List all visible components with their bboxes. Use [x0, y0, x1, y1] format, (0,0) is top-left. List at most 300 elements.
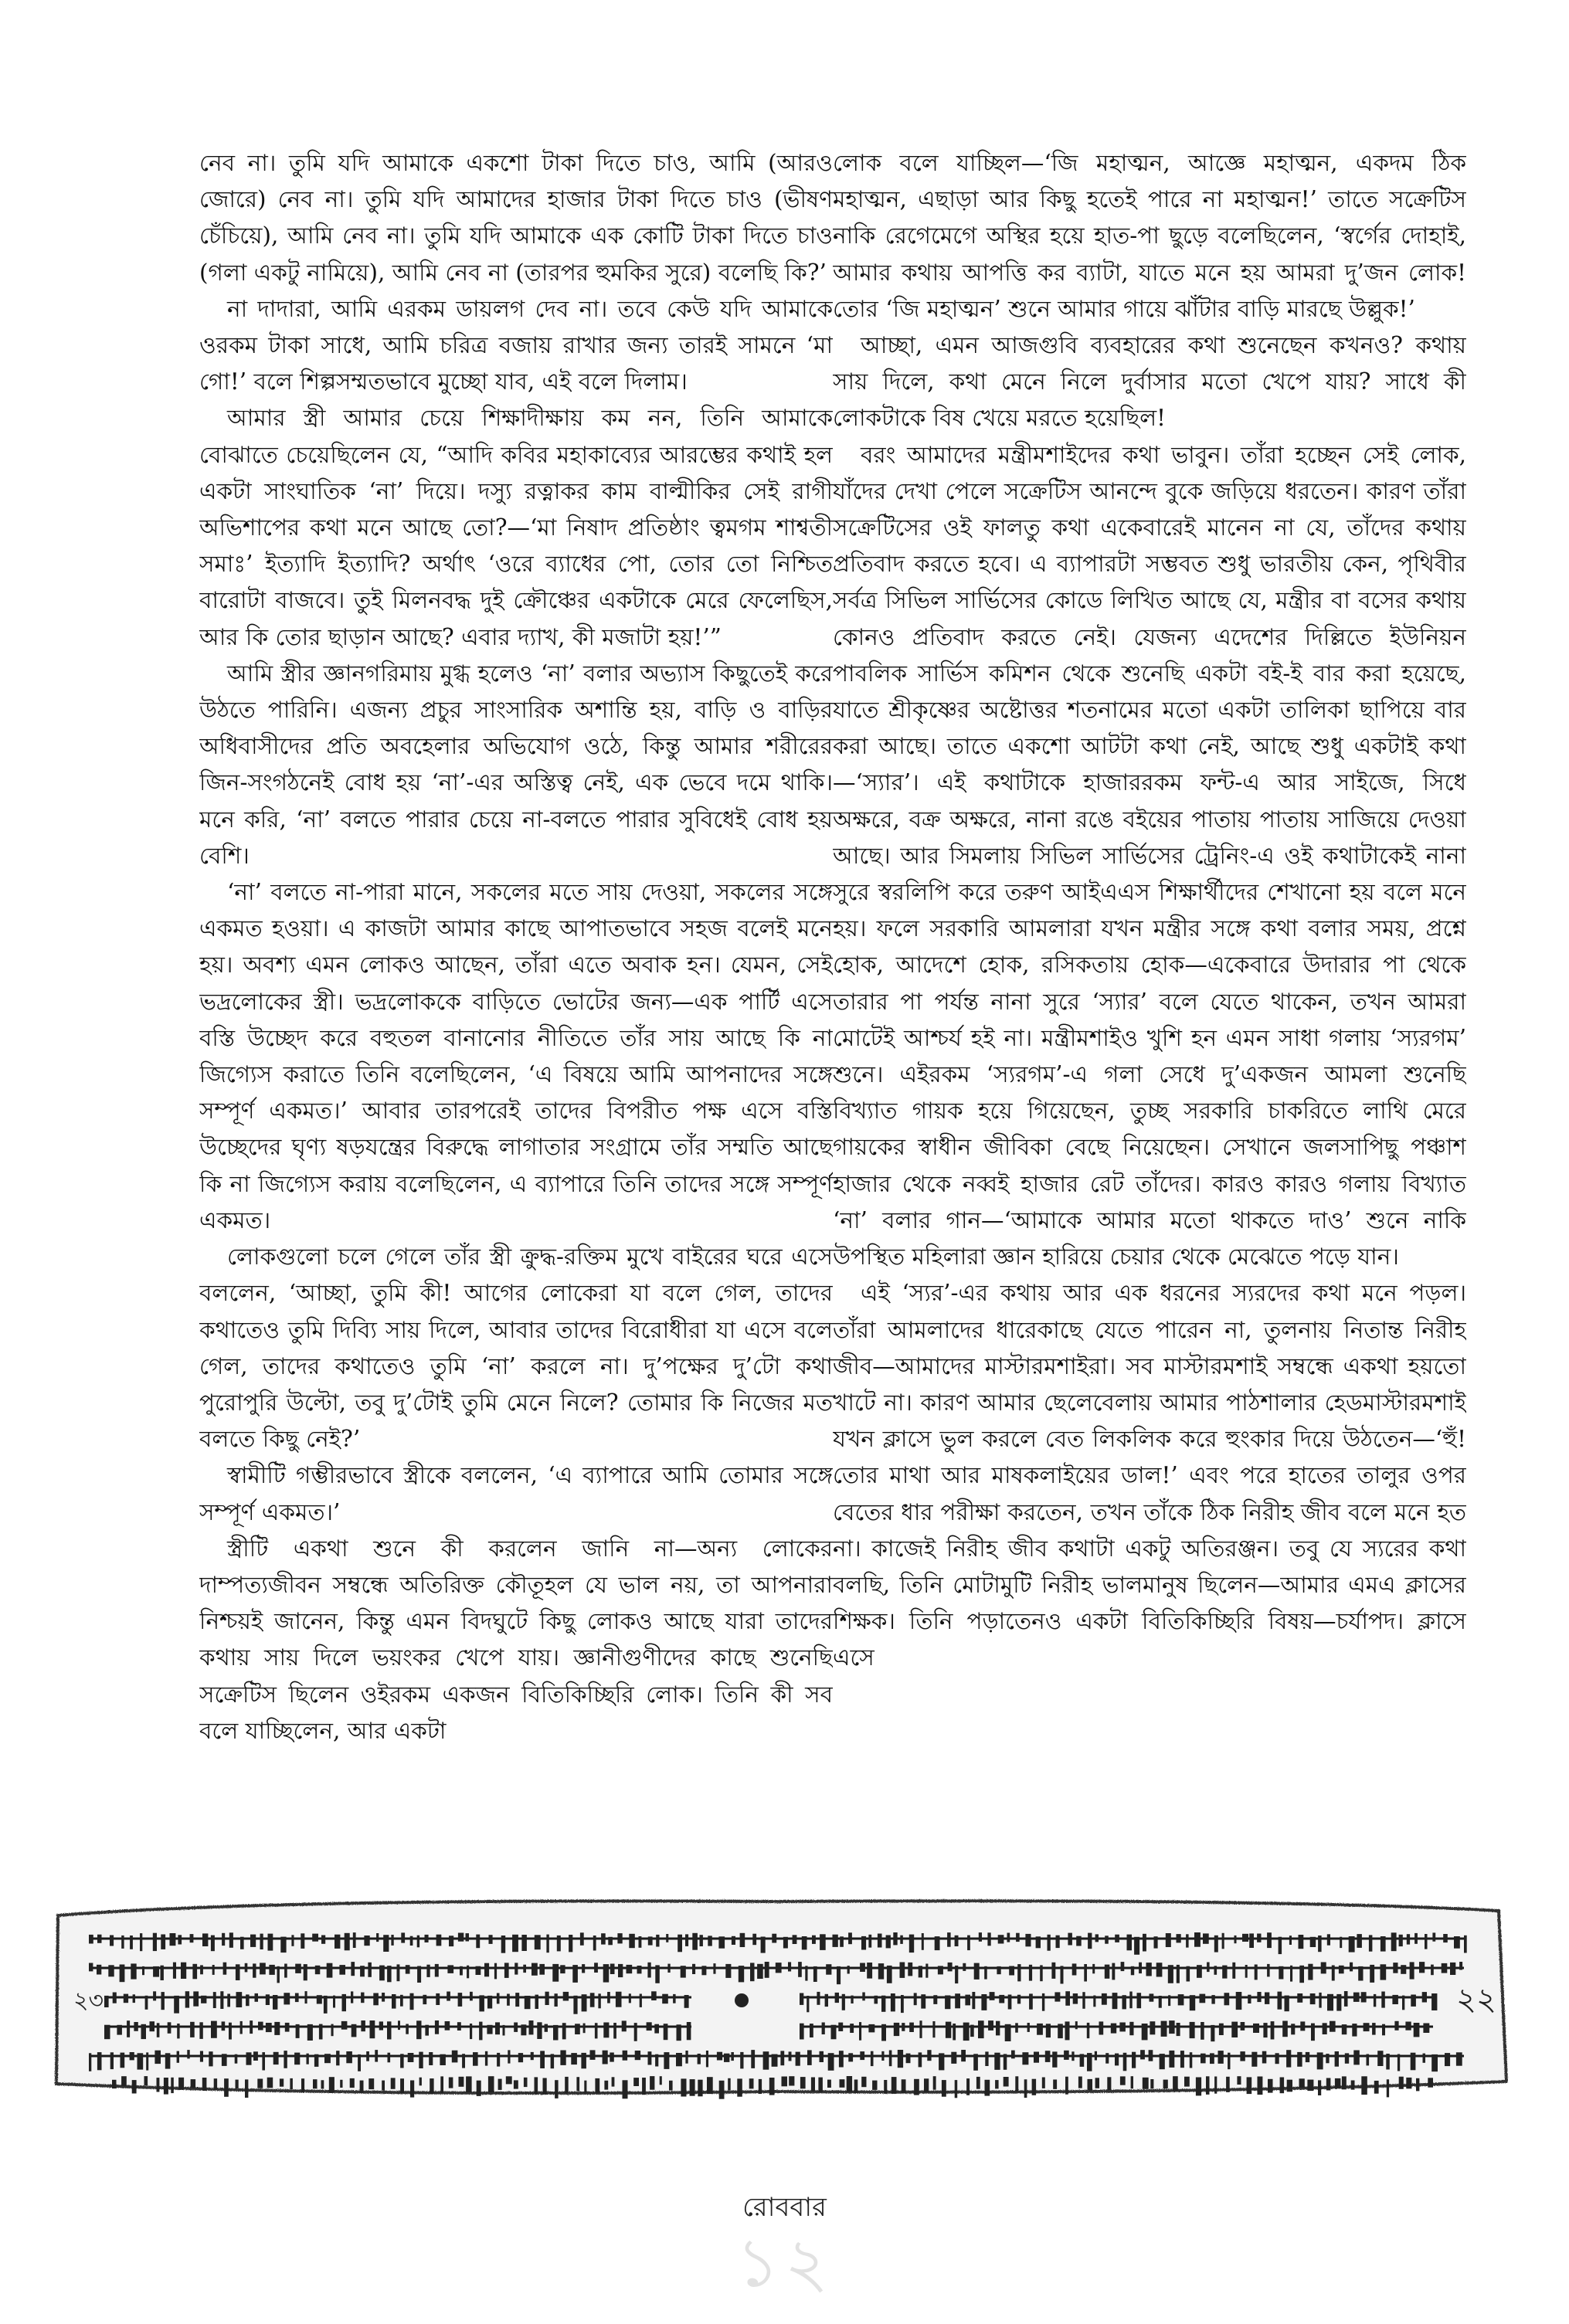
script-glyph [1036, 1936, 1041, 1948]
script-glyph [445, 2021, 450, 2031]
script-glyph [1024, 2079, 1027, 2098]
script-glyph [1350, 1963, 1353, 1972]
script-glyph [1419, 1962, 1425, 1973]
script-glyph [1150, 2021, 1155, 2034]
script-glyph [391, 2078, 396, 2088]
script-glyph [110, 1936, 114, 1946]
paragraph: ‘না’ বলতে না-পারা মানে, সকলের মতে সায় দেওয়া, সকলের সঙ্গে একমত হওয়া। এ কাজটা আমার কাছে আপাতভাবে সহজ বলেই মনে হয়। অবশ্য এমন লোকও আছেন, তাঁরা এতে অবাক হন। যেমন, সেই ভদ্রলোকের স্ত্রী। ভদ্রলোককে বাড়িতে ভোটের জন্য—এক পার্টি এসে বস্তি উচ্ছেদ করে বহুতল বানানোর নীতিতে তাঁর সায় আছে কি না জিগ্যেস করাতে তিনি বলেছিলেন, ‘এ বিষয়ে আমি আপনাদের সঙ্গে সম্পূর্ণ একমত।’ আবার তারপরেই তাদের বিপরীত পক্ষ এসে বস্তি উচ্ছেদের ঘৃণ্য ষড়যন্ত্রের বিরুদ্ধে লাগাতার সংগ্রামে তাঁর সম্মতি আছে কি না জিগ্যেস করায় বলেছিলেন, এ ব্যাপারে তিনি তাদের সঙ্গে সম্পূর্ণ একমত। [199, 879, 833, 1233]
script-glyph [700, 1935, 703, 1946]
script-glyph [117, 2025, 122, 2035]
script-glyph [1207, 1963, 1210, 1973]
script-glyph [1214, 1936, 1218, 1952]
script-glyph [860, 2051, 864, 2060]
script-glyph [782, 2077, 788, 2087]
script-glyph [919, 1966, 922, 1977]
script-glyph [1137, 1993, 1142, 2008]
script-glyph [1127, 1935, 1133, 1951]
script-glyph [487, 1996, 492, 2009]
script-glyph [666, 1934, 668, 1942]
script-glyph [800, 2024, 804, 2040]
script-glyph [515, 1993, 519, 2007]
script-glyph [955, 1966, 958, 1983]
script-glyph [113, 1993, 117, 2003]
script-glyph [479, 2022, 482, 2041]
script-glyph [1008, 1995, 1012, 2010]
script-glyph [181, 1963, 186, 1979]
script-glyph [622, 2020, 627, 2031]
script-glyph [350, 2078, 355, 2088]
script-glyph [851, 1996, 853, 2003]
script-glyph [494, 1963, 497, 1980]
script-glyph [161, 1935, 165, 1949]
script-glyph [498, 2079, 502, 2090]
script-glyph [996, 2021, 1000, 2036]
script-glyph [1082, 1992, 1085, 2009]
script-glyph [466, 1933, 470, 1941]
script-glyph [840, 2079, 845, 2088]
script-glyph [157, 2023, 160, 2037]
script-glyph [861, 1936, 866, 1950]
script-glyph [97, 1935, 102, 1943]
script-glyph [1450, 1963, 1455, 1975]
script-glyph [187, 2050, 189, 2058]
script-glyph [174, 1996, 179, 2014]
script-glyph [828, 2053, 834, 2071]
script-glyph [1278, 1992, 1282, 2010]
script-glyph [1423, 2024, 1429, 2034]
script-glyph [1249, 1933, 1254, 1948]
script-glyph [1442, 1963, 1448, 1973]
script-glyph [1015, 2023, 1018, 2032]
script-glyph [1297, 2052, 1302, 2067]
script-glyph [725, 1964, 731, 1978]
script-glyph [692, 1933, 698, 1950]
script-glyph [555, 1993, 558, 2007]
script-glyph [295, 1964, 301, 1973]
script-glyph [1308, 1964, 1313, 1980]
script-glyph [604, 2081, 608, 2090]
script-glyph [1134, 1937, 1139, 1955]
script-glyph [1414, 2023, 1420, 2037]
script-glyph [678, 1935, 682, 1952]
script-glyph [871, 2051, 874, 2066]
script-glyph [1177, 2023, 1180, 2036]
script-glyph [1004, 2077, 1009, 2087]
script-glyph [1005, 2024, 1011, 2041]
script-glyph [772, 1934, 776, 1943]
script-glyph [97, 1965, 101, 1975]
paragraph: লোকগুলো চলে গেলে তাঁর স্ত্রী ক্রুদ্ধ-রক্তিম মুখে বাইরের ঘরে এসে বললেন, ‘আচ্ছা, তুমি কী! আগের লোকেরা যা বলে গেল, তাদের কথাতেও তুমি দিব্যি সায় দিলে, আবার তাদের বিরোধীরা যা এসে বলে গেল, তাদের কথাতেও তুমি ‘না’ করলে না। দু’পক্ষের দু’টো কথা পুরোপুরি উল্টো, তবু দু’টোই তুমি মেনে নিলে? তোমার কি নিজের মত বলতে কিছু নেই?’ [199, 1243, 833, 1453]
script-glyph [1168, 1965, 1173, 1983]
script-glyph [965, 1995, 970, 2006]
script-glyph [1364, 2023, 1370, 2031]
script-glyph [1169, 2051, 1174, 2068]
script-glyph [847, 2076, 852, 2092]
script-glyph [740, 1933, 745, 1947]
script-glyph [595, 2078, 599, 2093]
script-glyph [752, 1934, 756, 1946]
script-glyph [988, 2020, 993, 2031]
script-glyph [168, 2022, 172, 2034]
script-glyph [1102, 1993, 1107, 2005]
script-glyph [295, 1993, 299, 2003]
script-glyph [997, 1966, 1000, 1974]
script-glyph [1068, 1933, 1072, 1946]
script-glyph [1139, 1963, 1142, 1973]
script-glyph [872, 2081, 877, 2090]
script-glyph [1456, 2052, 1462, 2065]
script-glyph [1392, 1995, 1398, 2004]
script-glyph [868, 1935, 871, 1948]
script-glyph [222, 2054, 227, 2066]
script-glyph [1190, 2022, 1195, 2038]
script-glyph [1053, 2080, 1057, 2089]
script-glyph [687, 2022, 691, 2040]
script-glyph [1257, 1992, 1261, 2002]
script-glyph [521, 2024, 526, 2035]
script-glyph [131, 1963, 136, 1979]
script-glyph [387, 2021, 392, 2039]
script-glyph [654, 2024, 659, 2034]
script-glyph [291, 1935, 294, 1946]
script-glyph [573, 1996, 577, 2014]
script-glyph [560, 1965, 565, 1973]
script-glyph [146, 2052, 148, 2070]
script-glyph [1402, 1996, 1404, 2010]
script-glyph [569, 1935, 572, 1952]
script-glyph [392, 1994, 396, 2009]
script-glyph [610, 2053, 614, 2062]
script-glyph [1190, 2052, 1193, 2068]
script-glyph [1196, 2078, 1201, 2096]
script-glyph [1263, 2023, 1267, 2037]
script-glyph [280, 2078, 284, 2086]
script-glyph [1326, 2078, 1331, 2091]
script-glyph [400, 2054, 404, 2068]
script-glyph [236, 2080, 239, 2089]
script-glyph [173, 1963, 176, 1979]
script-glyph [165, 2053, 171, 2068]
script-glyph [985, 2051, 988, 2066]
script-glyph [361, 1993, 364, 2003]
paragraph: স্বামীটি গম্ভীরভাবে স্ত্রীকে বললেন, ‘এ ব্যাপারে আমি তোমার সঙ্গে সম্পূর্ণ একমত।’ [199, 1462, 833, 1525]
script-glyph [1357, 1934, 1362, 1948]
script-glyph [1299, 1966, 1304, 1983]
script-glyph [1232, 1963, 1235, 1979]
script-glyph [484, 1963, 489, 1977]
script-glyph [618, 1964, 623, 1977]
script-glyph [1262, 2051, 1267, 2064]
script-glyph [280, 1937, 286, 1953]
manuscript-right-number: ২২ [1456, 1982, 1497, 2017]
script-glyph [769, 2078, 775, 2095]
script-glyph [142, 1966, 144, 1975]
script-glyph [924, 2078, 929, 2092]
script-glyph [1342, 2024, 1347, 2034]
script-glyph [1214, 1966, 1218, 1975]
script-glyph [1317, 2052, 1323, 2069]
script-glyph [224, 2078, 229, 2097]
manuscript-left-number: ২৩ [73, 1987, 104, 2014]
script-glyph [637, 1966, 642, 1973]
script-glyph [732, 1936, 735, 1945]
script-glyph [1422, 1992, 1427, 2002]
script-glyph [1040, 1965, 1043, 1981]
script-glyph [170, 1933, 176, 1946]
script-glyph [1423, 2054, 1426, 2063]
script-glyph [571, 2053, 577, 2064]
script-glyph [315, 1966, 321, 1974]
script-glyph [518, 2053, 523, 2062]
script-glyph [1075, 2021, 1078, 2029]
script-glyph [1123, 2053, 1127, 2071]
script-glyph [927, 2050, 931, 2061]
script-glyph [138, 2053, 144, 2069]
script-glyph [1367, 2054, 1370, 2066]
script-glyph [341, 2021, 348, 2030]
script-glyph [1143, 1934, 1146, 1952]
script-glyph [868, 2024, 874, 2033]
script-glyph [314, 2054, 319, 2067]
script-glyph [161, 1966, 164, 1980]
script-glyph [953, 2024, 956, 2041]
script-glyph [1160, 2054, 1165, 2069]
script-glyph [1291, 2024, 1295, 2034]
script-glyph [698, 2054, 701, 2064]
script-glyph [963, 2023, 970, 2041]
script-glyph [488, 2076, 494, 2092]
script-glyph [1280, 2078, 1285, 2094]
script-glyph [1105, 2053, 1109, 2064]
script-glyph [284, 2051, 287, 2068]
script-glyph [1017, 1995, 1021, 2004]
script-glyph [635, 2051, 640, 2060]
script-glyph [193, 1991, 199, 2006]
script-glyph [458, 1993, 463, 2007]
script-glyph [1310, 1993, 1316, 2004]
script-glyph [848, 1932, 852, 1944]
paragraph: আমি স্ত্রীর জ্ঞানগরিমায় মুগ্ধ হলেও ‘না’ বলার অভ্যাস কিছুতেই করে উঠতে পারিনি। এজন্য প্রচুর সাংসারিক অশান্তি হয়, বাড়ি ও বাড়ির অধিবাসীদের প্রতি অবহেলার অভিযোগ ওঠে, কিন্তু আমার শরীরের জিন-সংগঠনেই বোধ হয় ‘না’-এর অস্তিত্ব নেই, এক ভেবে দমে থাকি। মনে করি, ‘না’ বলতে পারার চেয়ে না-বলতে পারার সুবিধেই বোধ হয় বেশি। [199, 660, 833, 869]
script-glyph [651, 1991, 657, 2000]
script-glyph [1349, 1936, 1355, 1952]
script-glyph [1432, 1932, 1435, 1941]
script-glyph [1231, 2022, 1238, 2037]
script-glyph [750, 1963, 755, 1981]
script-glyph [582, 1994, 587, 2011]
script-glyph [410, 2081, 414, 2098]
script-glyph [974, 1963, 980, 1980]
script-glyph [1224, 1993, 1230, 2005]
script-glyph [379, 1966, 385, 1981]
script-glyph [512, 1935, 518, 1952]
script-glyph [886, 1936, 891, 1949]
script-glyph [906, 2054, 911, 2064]
script-glyph [842, 1994, 845, 2010]
script-glyph [1381, 1936, 1386, 1952]
script-glyph [376, 1933, 379, 1942]
script-glyph [1173, 2076, 1178, 2091]
script-glyph [919, 2020, 922, 2038]
script-glyph [447, 1965, 453, 1973]
script-glyph [1330, 2021, 1336, 2032]
paragraph: নেব না। তুমি যদি আমাকে একশো টাকা দিতে চাও, আমি (আরও জোরে) নেব না। তুমি যদি আমাদের হাজার টাকা দিতে চাও (ভীষণ চেঁচিয়ে), আমি নেব না। তুমি যদি আমাকে এক কোটি টাকা দিতে চাও (গলা একটু নামিয়ে), আমি নেব না (তারপর হুমকির সুরে) বলেছি কি?’ [199, 150, 833, 286]
script-glyph [1065, 2021, 1070, 2040]
script-glyph [673, 1994, 676, 2003]
script-glyph [1428, 2078, 1433, 2087]
script-glyph [546, 1935, 548, 1953]
script-glyph [1318, 1936, 1322, 1952]
script-glyph [253, 2051, 258, 2061]
script-glyph [211, 2021, 217, 2038]
script-glyph [408, 2053, 414, 2062]
script-glyph [1080, 2054, 1085, 2067]
script-glyph [110, 2052, 114, 2069]
script-glyph [1065, 2077, 1068, 2095]
script-glyph [531, 1963, 538, 1976]
script-glyph [497, 1993, 500, 2004]
script-glyph [89, 2053, 91, 2071]
script-glyph [1200, 1994, 1206, 2003]
script-glyph [718, 1936, 725, 1948]
script-glyph [1321, 1963, 1326, 1974]
script-glyph [1411, 2053, 1416, 2071]
script-glyph [1004, 2054, 1007, 2069]
script-glyph [1177, 1965, 1180, 1983]
script-glyph [1397, 2054, 1400, 2071]
script-glyph [796, 2052, 800, 2066]
script-glyph [1084, 1964, 1087, 1982]
script-glyph [1374, 1994, 1376, 2007]
script-glyph [551, 2054, 555, 2068]
script-glyph [1370, 1965, 1374, 1983]
script-glyph [1177, 1934, 1181, 1942]
script-glyph [818, 2078, 823, 2092]
script-glyph [1271, 2021, 1275, 2039]
script-glyph [860, 1963, 865, 1973]
script-glyph [89, 1935, 93, 1944]
script-glyph [1150, 1993, 1154, 2001]
script-glyph [120, 1965, 125, 1983]
script-glyph [388, 2053, 391, 2063]
script-glyph [1166, 1933, 1171, 1947]
script-glyph [1414, 1933, 1418, 1944]
script-glyph [1054, 1992, 1060, 2001]
script-glyph [104, 2025, 110, 2040]
script-glyph [955, 1993, 960, 2008]
script-glyph [1045, 2051, 1051, 2062]
script-glyph [963, 1963, 966, 1971]
script-glyph [305, 1991, 307, 2003]
script-glyph [1387, 2079, 1389, 2097]
script-glyph [335, 1935, 340, 1949]
script-glyph [1236, 1992, 1242, 2010]
script-glyph [1289, 1936, 1292, 1945]
script-glyph [1431, 1993, 1437, 2010]
script-glyph [1168, 1995, 1170, 2006]
script-glyph [1332, 1966, 1335, 1981]
script-glyph [425, 2025, 429, 2036]
script-glyph [1386, 2054, 1390, 2070]
script-glyph [121, 1936, 124, 1949]
script-glyph [881, 1996, 885, 2012]
script-glyph [1344, 1991, 1348, 2007]
script-glyph [945, 1996, 950, 2010]
script-glyph [331, 2024, 334, 2037]
script-glyph [342, 1994, 347, 2011]
script-glyph [1032, 2079, 1037, 2095]
script-glyph [664, 2024, 668, 2040]
script-glyph [1027, 2023, 1030, 2032]
script-glyph [539, 1964, 545, 1975]
script-glyph [887, 1966, 892, 1983]
script-glyph [457, 2022, 461, 2031]
script-glyph [783, 1937, 788, 1949]
script-glyph [368, 1963, 372, 1977]
script-glyph [267, 2078, 273, 2088]
script-glyph [250, 2020, 253, 2034]
script-glyph [127, 2020, 130, 2037]
script-glyph [1156, 1963, 1163, 1976]
script-glyph [582, 1964, 585, 1973]
script-glyph [535, 1935, 541, 1949]
script-glyph [1121, 1962, 1125, 1971]
script-glyph [514, 2080, 518, 2088]
script-glyph [581, 2053, 586, 2068]
script-glyph [1065, 1991, 1070, 2006]
script-glyph [647, 1963, 650, 1978]
script-glyph [364, 1936, 369, 1946]
script-glyph [140, 1933, 142, 1951]
script-glyph [157, 2078, 160, 2092]
script-glyph [1240, 2051, 1245, 2061]
script-glyph [650, 2076, 654, 2090]
script-glyph [1310, 1937, 1316, 1947]
script-glyph [1222, 1966, 1227, 1979]
script-glyph [1391, 1932, 1397, 1951]
script-glyph [134, 2022, 138, 2031]
script-glyph [827, 2080, 831, 2088]
script-glyph [284, 1964, 287, 1978]
script-glyph [1129, 2022, 1133, 2035]
script-glyph [466, 2076, 472, 2092]
script-glyph [1112, 1963, 1115, 1980]
script-glyph [285, 2023, 290, 2032]
script-glyph [660, 2076, 662, 2085]
script-glyph [893, 1932, 897, 1945]
script-glyph [662, 1994, 668, 2004]
script-glyph [1143, 2078, 1149, 2089]
script-glyph [909, 1935, 914, 1953]
script-glyph [368, 2078, 374, 2089]
script-glyph [690, 2079, 695, 2096]
script-glyph [1111, 2024, 1116, 2034]
script-glyph [229, 2023, 232, 2040]
script-glyph [740, 2052, 743, 2069]
script-glyph [1234, 1936, 1237, 1943]
script-glyph [1088, 1933, 1092, 1949]
script-glyph [607, 1992, 610, 2003]
script-glyph [810, 2024, 813, 2037]
script-glyph [1211, 1995, 1214, 2004]
script-glyph [245, 2079, 248, 2098]
script-glyph [813, 1966, 817, 1982]
script-glyph [938, 1966, 943, 1974]
script-glyph [617, 1933, 622, 1943]
script-glyph [351, 2024, 357, 2037]
script-glyph [685, 2051, 688, 2064]
script-glyph [132, 2080, 137, 2093]
script-glyph [811, 2078, 815, 2092]
